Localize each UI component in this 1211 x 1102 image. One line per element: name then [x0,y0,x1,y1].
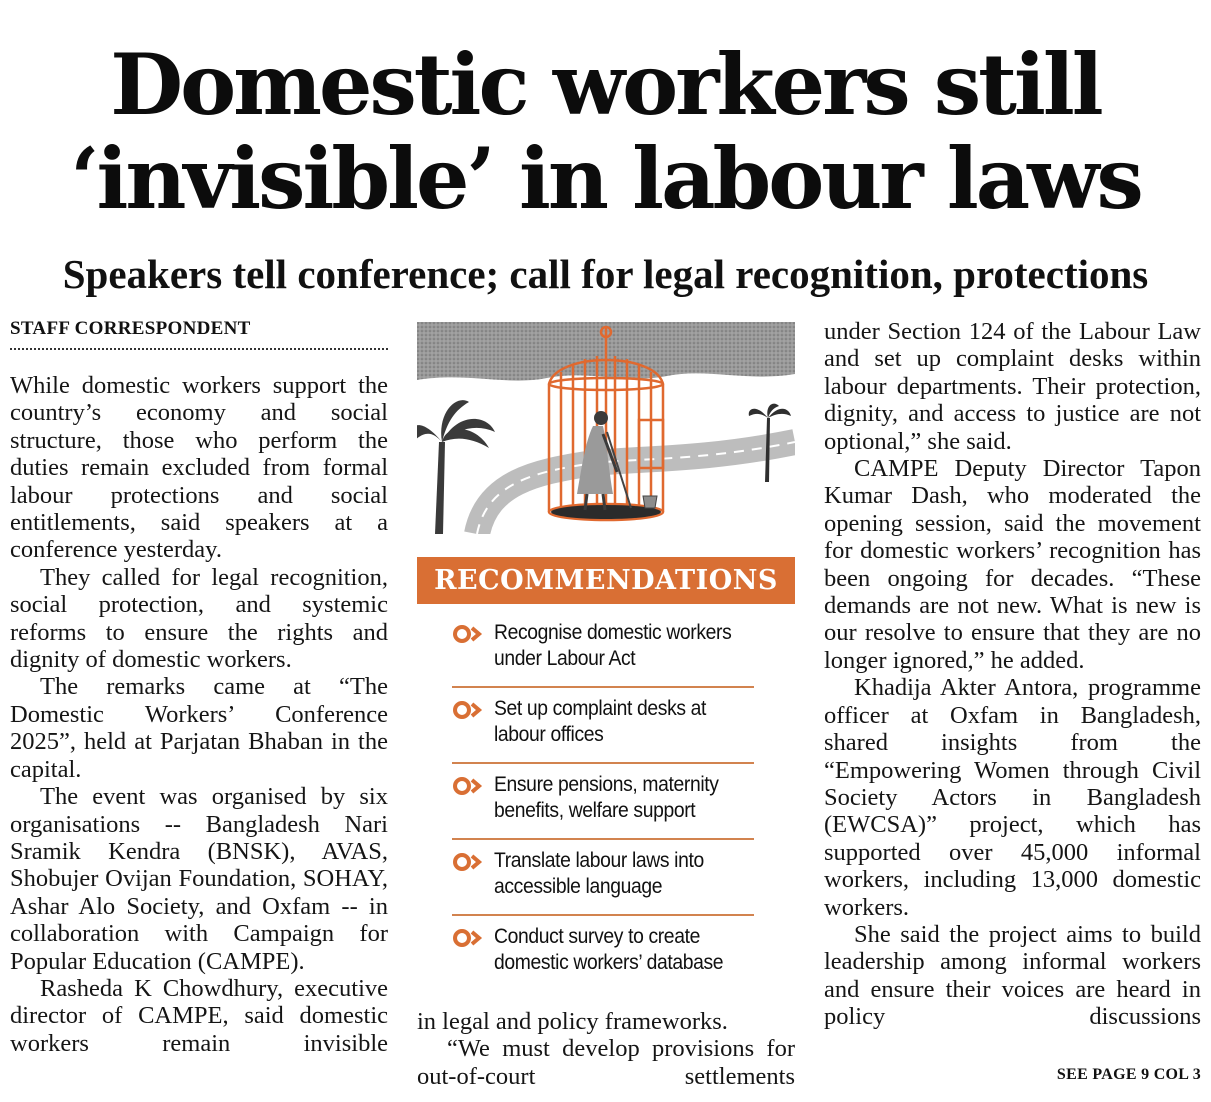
paragraph: “We must develop provisions for out-of-court settlements [417,1035,795,1090]
recommendation-text: Recognise domestic workers under Labour Act [494,621,732,670]
article-column-3 [824,318,1201,1031]
recommendation-text: Translate labour laws into accessible language [494,849,704,898]
headline-line-1: Domestic workers still [110,35,1101,134]
arrow-bullet-icon [452,624,486,644]
paragraph: Rasheda K Chowdhury, executive director of CAMPE, said domestic workers remain invisible [10,974,388,1057]
arrow-bullet-icon [452,852,486,872]
byline: STAFF CORRESPONDENT [10,318,388,350]
paragraph: While domestic workers support the country’s economy and social structure, those who perform the duties remain excluded from formal labour protections and social entitlements, said speakers at a conference yesterday. [10,372,388,564]
recommendation-item [452,840,754,916]
recommendation-text: Ensure pensions, maternity benefits, welfare support [494,773,719,822]
article-column-2 [417,1008,795,1090]
continued-on-link[interactable]: SEE PAGE 9 COL 3 [1056,1066,1201,1083]
cage-illustration [417,322,795,534]
arrow-bullet-icon [452,776,486,796]
paragraph: in legal and policy frameworks. [417,1008,728,1035]
paragraph: under Section 124 of the Labour Law and set up complaint desks within labour departments. Their protection, dignity, and access to justice are not optional,” she said. [824,318,1201,455]
recommendation-item [452,764,754,840]
subheadline: Speakers tell conference; call for legal recognition, protections [62,251,1149,297]
bucket-shape [643,496,657,508]
paragraph: They called for legal recognition, social protection, and systemic reforms to ensure the rights and dignity of domestic workers. [10,563,388,674]
paragraph: Khadija Akter Antora, programme officer at Oxfam in Bangladesh, shared insights from the “Empowering Women through Civil Society Actors in Bangladesh (EWCSA)” project, which has supported over 45,000 informal workers, including 13,000 domestic workers. [824,674,1201,921]
headline-line-2: ‘invisible’ in labour laws [70,129,1141,228]
recommendation-text: Set up complaint desks at labour offices [494,697,707,746]
recommendation-text: Conduct survey to create domestic workers’ database [494,925,724,974]
paragraph: The remarks came at “The Domestic Workers’ Conference 2025”, held at Parjatan Bhaban in the capital. [10,673,388,783]
arrow-bullet-icon [452,928,486,948]
recommendation-item [452,916,754,992]
paragraph: The event was organised by six organisations -- Bangladesh Nari Sramik Kendra (BNSK), AVAS, Shobujer Ovijan Foundation, SOHAY, Ashar Alo Society, and Oxfam -- in collaboration with Campaign for Popular Education (CAMPE). [10,783,388,975]
recommendations-list [452,612,754,992]
arrow-bullet-icon [452,700,486,720]
recommendation-item [452,688,754,764]
recommendation-item [452,612,754,688]
headline [0,35,1211,228]
paragraph: She said the project aims to build leadership among informal workers and ensure their voices are heard in policy discussions [824,920,1201,1031]
recommendations-title: RECOMMENDATIONS [417,557,795,604]
article-column-1 [10,372,388,1057]
paragraph: CAMPE Deputy Director Tapon Kumar Dash, who moderated the opening session, said the movement for domestic workers’ recognition has been ongoing for decades. “These demands are not new. What is new is our resolve to ensure that they are no longer ignored,” he added. [824,455,1201,674]
